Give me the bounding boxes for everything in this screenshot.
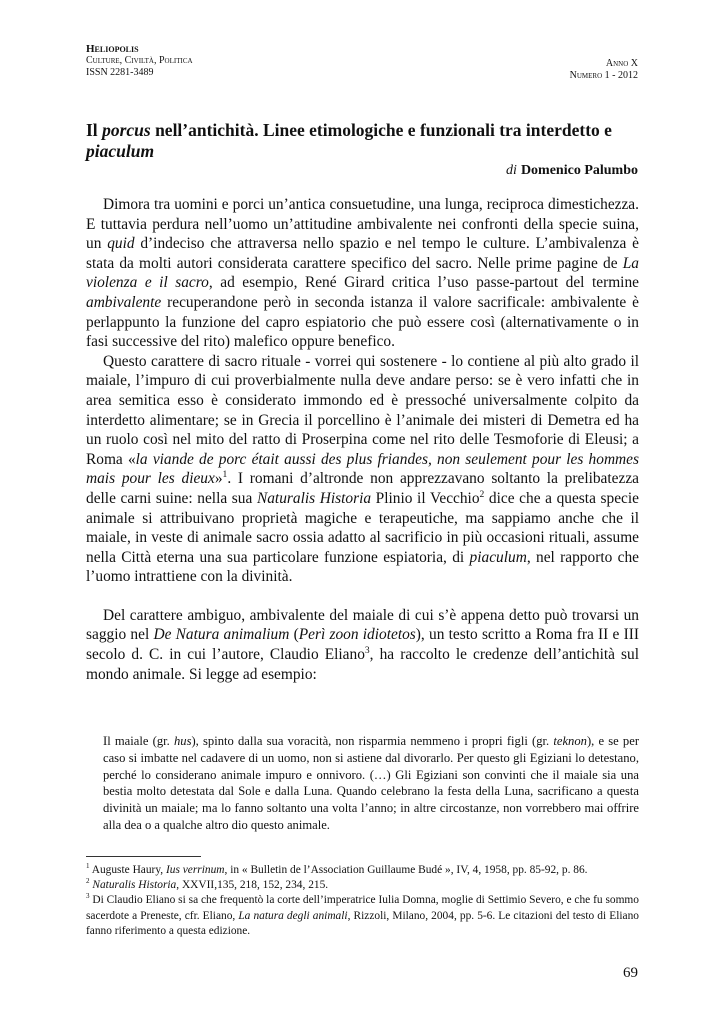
text-run: Dimora tra uomini e porci un’antica consuetudine, una lunga, reciproca dimestichezza. E tuttavia perdura nell’uomo un’attitudine ambivalente nei confronti della specie suina, un	[86, 196, 639, 253]
title-porcus: porcus	[102, 120, 151, 140]
footnote-number: 2	[86, 877, 90, 886]
footnote-3	[86, 893, 639, 939]
text-run: Plinio il Vecchio	[371, 489, 480, 507]
block-quote	[103, 733, 639, 834]
text-run-italic: ambivalente	[86, 293, 162, 311]
author-name: Domenico Palumbo	[520, 163, 638, 178]
text-run-italic: Ius verrinum	[165, 864, 225, 876]
footnote-ref: 1	[222, 469, 228, 481]
text-run: Questo carattere di sacro rituale - vorrei qui sostenere - lo contiene al più alto grado il maiale, l’impuro di cui proverbialmente nulla deve andare perso: se è vero infatti che in area semitica esso è considerato immondo ed è pressoché universalmente colpito da interdetto alimentare; se in Grecia il porcellino è l’animale dei misteri di Demetra ed ha un ruolo così nel mito del ratto di Proserpina come nel rito delle Tesmoforie di Eleusi; a Roma «	[86, 352, 639, 468]
footnote-number: 1	[86, 862, 90, 871]
text-run: dice che a questa specie animale si attribuivano proprietà magiche e terapeutiche, ma sappiamo anche che il maiale, in veste di animale sacro ossia adatto al sacrificio in più occasioni rituali, assume nella Città eterna una sua particolare funzione espiatoria, di	[86, 489, 639, 566]
text-run: »	[214, 470, 223, 488]
text-run: , ha raccolto le credenze dell’antichità sul mondo animale. Si legge ad esempio:	[86, 646, 640, 683]
text-run: , Rizzoli, Milano, 2004, pp. 5-6. Le citazioni del testo di Eliano fanno riferimento a questa edizione.	[86, 909, 639, 937]
text-run: , in « Bulletin de l’Association Guillaume Budé », IV, 4, 1958, pp. 85-92, p. 86.	[224, 864, 588, 876]
text-run: ), spinto dalla sua voracità, non risparmia nemmeno i propri figli (gr.	[191, 734, 554, 748]
running-header-left	[86, 43, 193, 79]
title-text: Il	[86, 120, 103, 140]
text-run: , ad esempio, René Girard critica l’uso passe-partout del termine	[208, 274, 639, 292]
text-run: , XXVII,135, 218, 152, 234, 215.	[176, 879, 329, 892]
footnote-2	[86, 878, 639, 893]
text-run-italic: De Natura animalium	[153, 626, 290, 644]
footnote-ref: 3	[364, 644, 370, 656]
footnote-number: 3	[86, 892, 90, 901]
text-run: ), un testo scritto a Roma fra II e III secolo d. C. in cui l’autore, Claudio Eliano	[86, 626, 639, 664]
text-run: d’indeciso che attraversa nello spazio e nel tempo le culture. L’ambivalenza è stata da molti autori considerata carattere specifico del sacro. Nelle prime pagine de	[86, 235, 639, 272]
text-run-italic: la viande de porc était aussi des plus friandes, non seulement pour les hommes mais pour les dieux	[86, 450, 639, 488]
text-run-italic: piaculum	[469, 548, 527, 566]
text-run-italic: Perì zoon idiotetos	[298, 626, 416, 644]
text-run: Di Claudio Eliano si sa che frequentò la corte dell’imperatrice Iulia Domna, moglie di Settimio Severo, e che fu sommo sacerdote a Preneste, cfr. Eliano,	[86, 894, 639, 922]
text-run: , nel rapporto che l’uomo intrattiene con la divinità.	[86, 548, 639, 586]
text-run: Il maiale (gr.	[103, 734, 174, 748]
text-run-italic: Naturalis Historia	[92, 879, 177, 892]
paragraph-2	[86, 352, 639, 587]
article-body	[86, 195, 639, 684]
byline-di: di	[506, 163, 517, 178]
text-run: ), e se per caso si imbatte nel cadavere di un uomo, non si astiene dal divorarlo. Per questo gli Egiziani lo detestano, perché lo considerano animale impuro e onnivoro. (…) Gli Egiziani son convinti che il maiale sia una bestia molto detestata dal Sole e dalla Luna. Quando celebrano la festa della Luna, sacrificano a questa divinità un maiale; ma lo fanno soltanto una volta l’anno; in altre circostanze, non vorrebbero mai offrire alla dea o a qualche altro dio questo animale.	[103, 734, 640, 832]
article-title	[86, 120, 646, 162]
paragraph-3	[86, 606, 639, 684]
page-number: 69	[623, 965, 638, 981]
text-run: Auguste Haury,	[89, 864, 166, 876]
running-header-right	[570, 58, 638, 82]
text-run-italic: La violenza e il sacro	[86, 254, 639, 292]
footnote-1	[86, 863, 639, 878]
text-run-italic: La natura degli animali	[238, 909, 348, 922]
journal-subtitle: Culture, Civiltà, Politica	[86, 55, 193, 66]
journal-name: Heliopolis	[86, 43, 139, 55]
text-run-italic: quid	[107, 235, 135, 253]
journal-issn: ISSN 2281-3489	[86, 67, 154, 78]
text-run: Del carattere ambiguo, ambivalente del maiale di cui s’è appena detto può trovarsi un saggio nel	[86, 606, 639, 644]
footnotes	[86, 863, 639, 939]
byline	[506, 163, 638, 179]
journal-year: Anno X	[605, 58, 638, 69]
footnote-separator	[86, 856, 201, 857]
title-piaculum: piaculum	[86, 141, 155, 161]
text-run-italic: teknon	[553, 734, 587, 748]
paragraph-1	[86, 195, 639, 352]
text-run: (	[289, 626, 299, 644]
title-text: nell’antichità. Linee etimologiche e funzionali tra interdetto e	[150, 120, 612, 140]
text-run: . I romani d’altronde non apprezzavano soltanto la prelibatezza delle carni suine: nella sua	[86, 470, 639, 507]
journal-issue: Numero 1 - 2012	[569, 70, 638, 81]
footnote-ref: 2	[479, 488, 485, 500]
text-run-italic: hus	[173, 734, 192, 748]
text-run-italic: Naturalis Historia	[256, 489, 372, 507]
text-run: recuperandone però in seconda istanza il valore sacrificale: ambivalente è perlappunto la funzione del capro espiatorio che può essere così (alternativamente o in fasi successive del rito) malefico oppure benefico.	[86, 293, 639, 351]
